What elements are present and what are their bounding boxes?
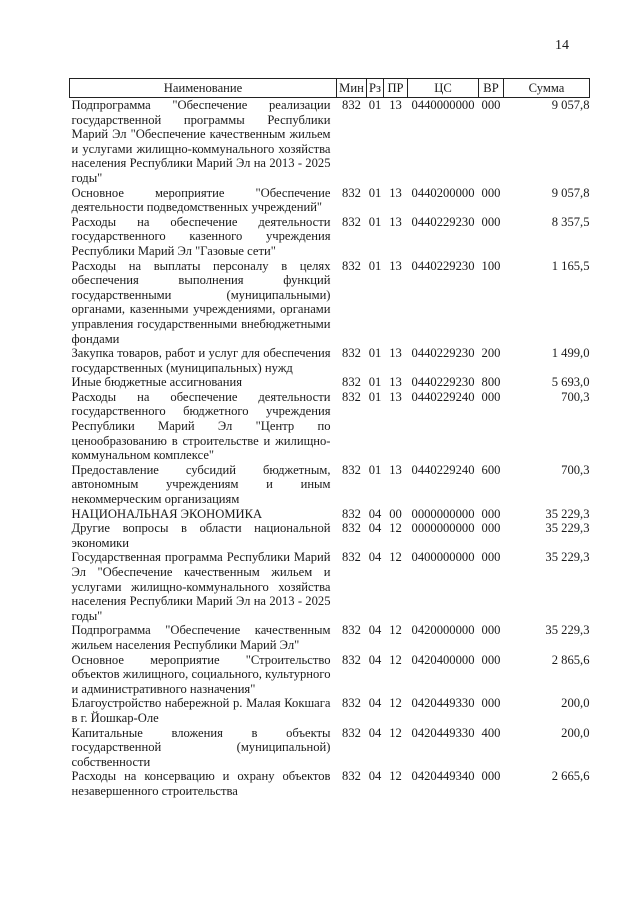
row-sum: 5 693,0 [551,375,590,390]
row-sum: 35 229,3 [545,521,590,536]
row-cs: 0440000000 [411,98,475,112]
row-sum: 8 357,5 [551,214,590,229]
row-cs: 0440229230 [411,214,475,229]
row-sum: 2 665,6 [551,769,590,784]
table-row [70,186,590,215]
row-rz: 04 [368,550,382,565]
row-sum: 700,3 [561,389,590,404]
row-min: 832 [342,389,361,404]
row-cs: 0440200000 [411,185,475,200]
table-row [70,375,590,390]
row-vr: 000 [481,521,501,536]
table-row [70,215,590,259]
row-rz: 01 [368,462,382,477]
row-sum: 200,0 [561,725,590,740]
row-pr: 13 [389,389,402,404]
row-name: Расходы на выплаты персоналу в целях обеспечения выполнения функций государственными (муниципальными) органами, казенными учреждениями, органами управления государственными внебюджетными фондами [71,258,331,346]
row-sum: 9 057,8 [551,185,590,200]
row-name: Предоставление субсидий бюджетным, автономным учреждениям и иным некоммерческим организациям [71,462,331,507]
row-vr: 100 [481,258,501,273]
row-min: 832 [342,462,361,477]
row-pr: 13 [389,375,402,390]
table-row [70,507,590,522]
row-name: Подпрограмма "Обеспечение качественным жильем населения Республики Марий Эл" [71,623,331,652]
table-row [70,98,590,186]
header-rz: Рз [367,79,384,98]
row-min: 832 [342,375,361,390]
row-pr: 00 [389,506,402,521]
row-vr: 000 [481,185,501,200]
row-sum: 35 229,3 [545,623,590,638]
row-rz: 04 [368,725,382,740]
row-cs: 0000000000 [411,506,475,521]
row-pr: 12 [389,725,402,740]
row-vr: 000 [481,550,501,565]
table-row [70,521,590,550]
row-pr: 12 [389,623,402,638]
row-cs: 0400000000 [411,550,475,565]
row-vr: 400 [481,725,501,740]
row-sum: 2 865,6 [551,652,590,667]
row-min: 832 [342,623,361,638]
row-sum: 35 229,3 [545,550,590,565]
row-name: Основное мероприятие "Строительство объектов жилищного, социального, культурного и административного назначения" [71,652,331,696]
table-row [70,550,590,623]
row-min: 832 [342,258,361,273]
row-min: 832 [342,506,361,521]
header-sum: Сумма [504,79,590,98]
row-name: Закупка товаров, работ и услуг для обеспечения государственных (муниципальных) нужд [71,346,331,375]
row-min: 832 [342,98,361,112]
row-cs: 0440229240 [411,462,475,477]
row-rz: 04 [368,623,382,638]
row-min: 832 [342,346,361,361]
row-cs: 0420449330 [411,725,475,740]
row-cs: 0440229230 [411,258,475,273]
header-vr: ВР [479,79,504,98]
row-pr: 13 [389,346,402,361]
row-min: 832 [342,769,361,784]
header-name: Наименование [70,79,337,98]
row-sum: 200,0 [561,696,590,711]
row-vr: 000 [481,623,501,638]
row-min: 832 [342,550,361,565]
row-vr: 000 [481,696,501,711]
row-cs: 0420000000 [411,623,475,638]
table-row [70,259,590,347]
row-name: Расходы на обеспечение деятельности государственного бюджетного учреждения Республики Марий Эл "Центр по ценообразованию в строительстве и жилищно-коммунальном комплексе" [71,389,331,463]
row-name: Основное мероприятие "Обеспечение деятельности подведомственных учреждений" [71,185,331,215]
row-rz: 04 [368,696,382,711]
header-min: Мин [337,79,367,98]
row-cs: 0420400000 [411,652,475,667]
row-name: Государственная программа Республики Марий Эл "Обеспечение качественным жильем и услугами жилищно-коммунального хозяйства населения Республики Марий Эл на 2013 - 2025 годы" [71,550,331,623]
header-pr: ПР [384,79,408,98]
header-cs: ЦС [408,79,479,98]
row-name: НАЦИОНАЛЬНАЯ ЭКОНОМИКА [71,506,263,521]
row-pr: 13 [389,214,402,229]
row-rz: 01 [368,185,382,200]
row-rz: 01 [368,346,382,361]
budget-table [69,78,590,799]
row-vr: 800 [481,375,501,390]
table-row [70,696,590,725]
row-min: 832 [342,521,361,536]
row-vr: 000 [481,769,501,784]
row-pr: 13 [389,185,402,200]
row-sum: 1 165,5 [551,258,590,273]
row-min: 832 [342,185,361,200]
row-min: 832 [342,696,361,711]
row-cs: 0440229230 [411,375,475,390]
row-cs: 0420449330 [411,696,475,711]
row-name: Подпрограмма "Обеспечение реализации государственной программы Республики Марий Эл "Обеспечение качественным жильем и услугами жилищно-коммунального хозяйства населения Республики Марий Эл на 2013 - 2025 годы" [71,98,331,185]
row-name: Благоустройство набережной р. Малая Кокшага в г. Йошкар-Оле [71,696,331,725]
row-pr: 12 [389,769,402,784]
table-row [70,726,590,770]
row-vr: 000 [481,214,501,229]
row-rz: 01 [368,389,382,404]
row-rz: 04 [368,769,382,784]
row-cs: 0440229240 [411,389,475,404]
row-pr: 13 [389,462,402,477]
row-vr: 000 [481,652,501,667]
row-rz: 04 [368,521,382,536]
row-cs: 0000000000 [411,521,475,536]
row-vr: 000 [481,506,501,521]
row-pr: 13 [389,98,402,112]
row-vr: 000 [481,98,501,112]
table-row [70,346,590,375]
row-rz: 01 [368,214,382,229]
row-pr: 12 [389,550,402,565]
row-name: Иные бюджетные ассигнования [71,375,243,390]
row-name: Другие вопросы в области национальной экономики [71,521,331,550]
row-sum: 1 499,0 [551,346,590,361]
row-rz: 01 [368,375,382,390]
row-min: 832 [342,214,361,229]
row-name: Расходы на обеспечение деятельности государственного казенного учреждения Республики Марий Эл "Газовые сети" [71,214,331,258]
row-rz: 04 [368,506,382,521]
row-pr: 12 [389,521,402,536]
row-rz: 04 [368,652,382,667]
row-name: Капитальные вложения в объекты государственной (муниципальной) собственности [71,725,331,769]
row-pr: 12 [389,696,402,711]
row-min: 832 [342,725,361,740]
row-vr: 200 [481,346,501,361]
row-sum: 9 057,8 [551,98,590,112]
row-rz: 01 [368,258,382,273]
table-header-row [70,79,590,98]
row-vr: 600 [481,462,501,477]
row-cs: 0440229230 [411,346,475,361]
row-pr: 13 [389,258,402,273]
table-row [70,653,590,697]
table-row [70,623,590,652]
row-name: Расходы на консервацию и охрану объектов незавершенного строительства [71,769,331,798]
table-row [70,463,590,507]
row-rz: 01 [368,98,382,112]
row-cs: 0420449340 [411,769,475,784]
row-pr: 12 [389,652,402,667]
row-min: 832 [342,652,361,667]
row-sum: 35 229,3 [545,506,590,521]
row-sum: 700,3 [561,462,590,477]
row-vr: 000 [481,389,501,404]
page-number: 14 [555,38,569,53]
table-row [70,769,590,798]
table-row [70,390,590,463]
